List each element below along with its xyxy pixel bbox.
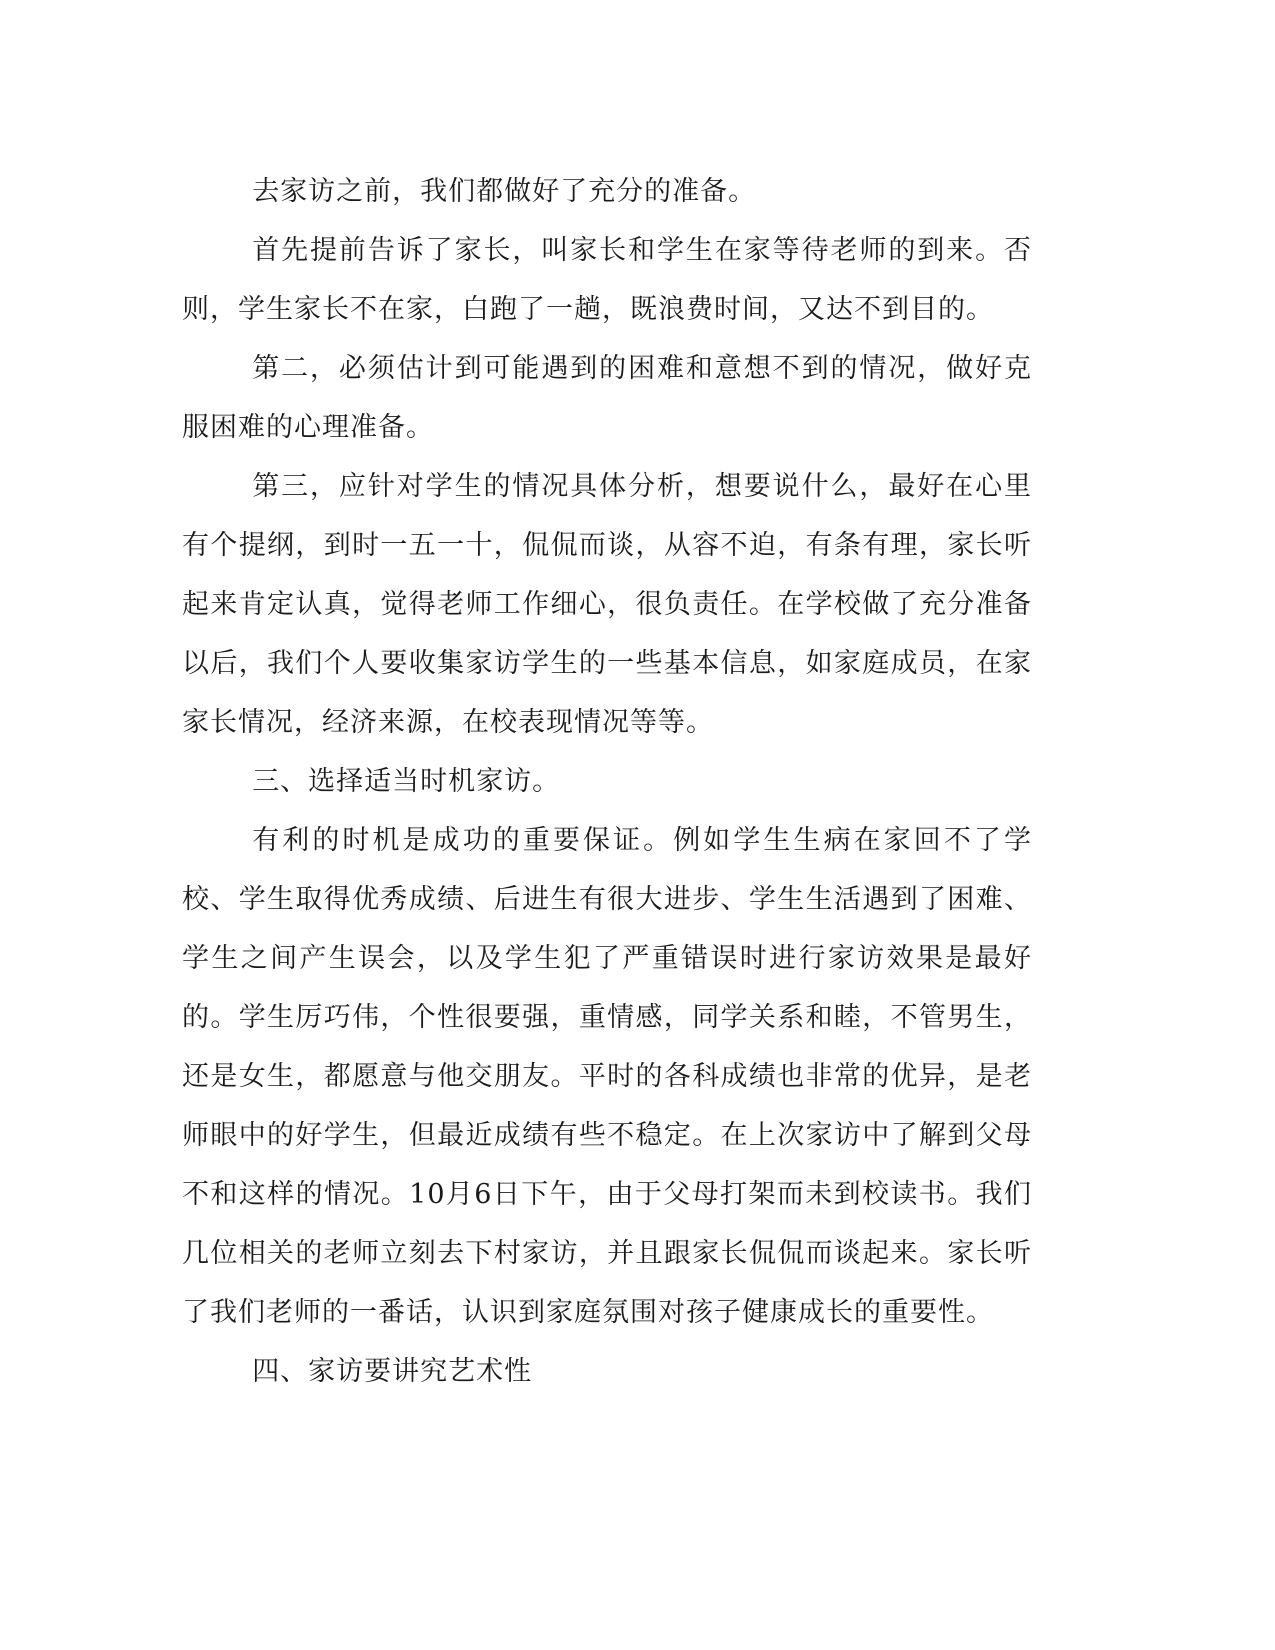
section-heading-timing: 三、选择适当时机家访。 [252,766,561,797]
paragraph-second-point: 第二，必须估计到可能遇到的困难和意想不到的情况，做好克服困难的心理准备。 [182,353,1032,443]
paragraph-preparation: 去家访之前，我们都做好了充分的准备。 [252,176,757,207]
paragraph-timing: 有利的时机是成功的重要保证。例如学生生病在家回不了学校、学生取得优秀成绩、后进生有很大进步、学生生活遇到了困难、学生之间产生误会，以及学生犯了严重错误时进行家访效果是最好的。学生厉巧伟，个性很要强，重情感，同学关系和睦，不管男生，还是女生，都愿意与他交朋友。平时的各科成绩也非常的优异，是老师眼中的好学生，但最近成绩有些不稳定。在上次家访中了解到父母不和这样的情况。10月6日下午，由于父母打架而未到校读书。我们几位相关的老师立刻去下村家访，并且跟家长侃侃而谈起来。家长听了我们老师的一番话，认识到家庭氛围对孩子健康成长的重要性。 [182,825,1032,1328]
paragraph-third-point: 第三，应针对学生的情况具体分析，想要说什么，最好在心里有个提纲，到时一五一十，侃侃而谈，从容不迫，有条有理，家长听起来肯定认真，觉得老师工作细心，很负责任。在学校做了充分准备以后，我们个人要收集家访学生的一些基本信息，如家庭成员，在家家长情况，经济来源，在校表现情况等等。 [182,471,1032,738]
paragraph-notify-parents: 首先提前告诉了家长，叫家长和学生在家等待老师的到来。否则，学生家长不在家，白跑了一趟，既浪费时间，又达不到目的。 [182,235,1032,325]
document-body [182,162,1032,1401]
section-heading-artistry: 四、家访要讲究艺术性 [252,1356,533,1387]
